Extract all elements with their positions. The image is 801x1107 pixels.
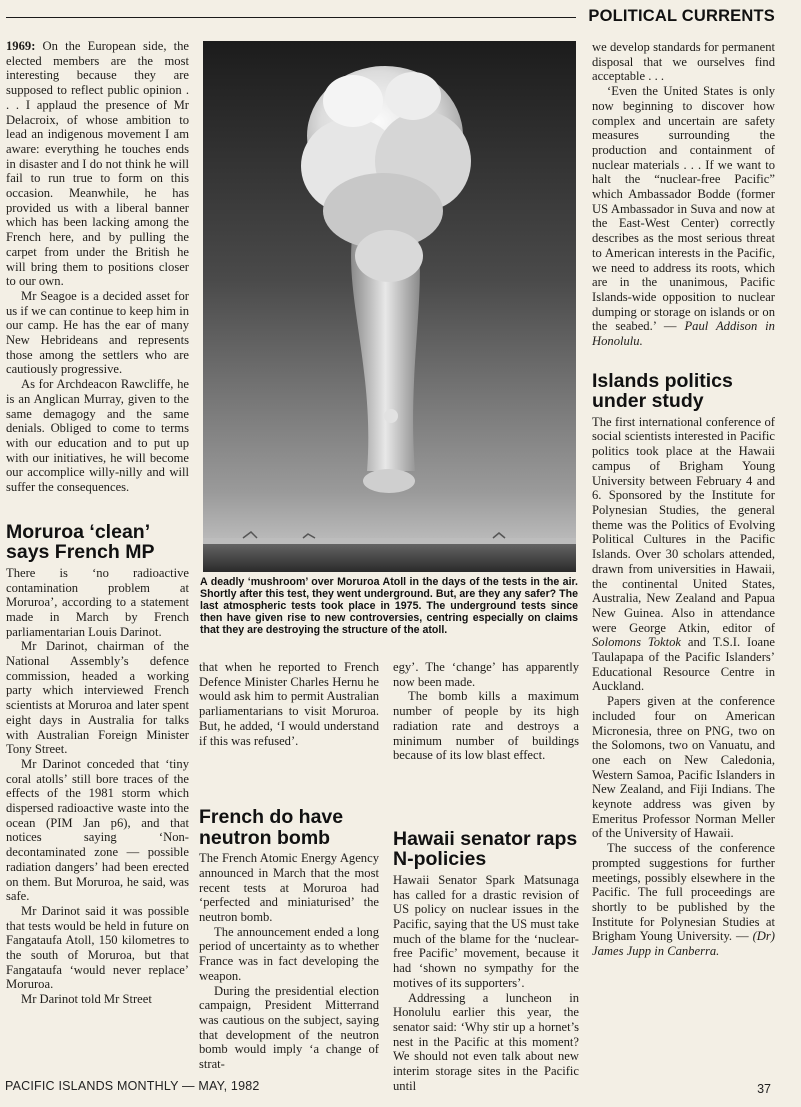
- byline: (Dr) James Jupp in Canberra.: [592, 929, 775, 959]
- mushroom-cloud-photo: [203, 41, 576, 572]
- col1-paragraph: Mr Darinot told Mr Street: [21, 992, 152, 1007]
- col1-paragraph: Mr Darinot, chairman of the National Assembly’s defence commission, headed a working party which interviewed French scientists at Moruroa and later spent eight days in Australia for talks with Australian Foreign Minister Tony Street.: [6, 639, 189, 757]
- col3-paragraph: egy’. The ‘change’ has apparently now been made.: [393, 660, 579, 689]
- byline: Paul Addison in Honolulu.: [592, 319, 775, 349]
- col4-paragraph: ‘Even the United States is only now beginning to discover how complex and uncertain are safety measures surrounding the production and containment of nuclear materials . . . If we want to halt the “nuclear-free Pacific” which Ambassador Bodde (former US Ambassador in Suva and now at the East-West Center) correctly describes as the most serious threat to American interests in the Pacific, we need to address its roots, which are in the unanimous, Pacific Islands-wide opposition to nuclear dumping or storage on islands or on the seabed.’ — Paul Addison in Honolulu.: [592, 84, 775, 349]
- col2-paragraph: During the presidential election campaign, President Mitterrand was cautious on the subject, saying that development of the neutron bomb would imply ‘a change of strat-: [199, 983, 379, 1072]
- col1-paragraph: 1969: On the European side, the elected members are the most interesting because they are supposed to reflect public opinion . . . I applaud the presence of Mr Delacroix, of whose ambition to lead an indigenous movement I am aware: everything he touches ends in disaster and I do not think he will fail to run true to form on this occasion. Meanwhile, he has provided us with a liberal banner which has been lacking among the French here, and by pulling the carpet from under the British he will bring them to positions closer to our own.: [6, 39, 189, 289]
- col3-paragraph: The bomb kills a maximum number of people by its high radiation rate and destroys a minimum number of buildings because of its low blast effect.: [393, 689, 579, 763]
- col1-paragraph: There is ‘no radioactive contamination problem at Moruroa’, according to a statement made in March by French parliamentarian Louis Darinot.: [6, 565, 189, 639]
- col4-paragraph: Papers given at the conference included four on American Micronesia, three on PNG, two on the Solomons, two on Vanuatu, and one each on New Caledonia, Western Samoa, Pacific Islanders in New Zealand, and Fiji Indians. The keynote address was given by Emeritus Professor Norman Meller of the University of Hawaii.: [592, 694, 775, 841]
- headline-moruroa-clean: Moruroa ‘clean’ says French MP: [6, 520, 155, 564]
- col3-paragraph: Hawaii Senator Spark Matsunaga has called for a drastic revision of US policy on nuclear issues in the Pacific, saying that the US must take much of the blame for the ‘nuclear-free Pacific’ movement, because it had ‘shown no sympathy for the motives of its supporters’.: [393, 872, 579, 990]
- col1-paragraph: Mr Darinot conceded that ‘tiny coral atolls’ still bore traces of the effects of the 1981 storm which dispersed radioactive waste into the ocean (PIM Jan p6), and that notices saying ‘Non-decontaminated zone — possible radiation dangers’ had been erected on them. But Moruroa, he said, was safe.: [6, 756, 189, 904]
- year-lead: 1969:: [6, 39, 36, 53]
- col1-paragraph: Mr Seagoe is a decided asset for us if we can continue to keep him in our camp. He has the ear of many New Hebrideans and represents those among the settlers who are cautiously progressive.: [6, 288, 189, 377]
- page-number: 37: [757, 1082, 771, 1096]
- column-1: [6, 39, 189, 1007]
- column-4: [592, 40, 775, 959]
- col4-paragraph: The first international conference of social scientists interested in Pacific politics took place at the Hawaii campus of Brigham Young University between February 4 and 6. Sponsored by the Institute for Polynesian Studies, the general theme was the Politics of Evolving Political Cultures in the Pacific Islands. Over 30 scholars attended, drawn from universities in Hawaii, the continental United States, Australia, New Zealand and Papua New Guinea. Also in attendance were George Atkin, editor of Solomons Toktok and T.S.I. Ioane Taulapapa of the Pacific Islanders’ Educational Resource Centre in Auckland.: [592, 414, 775, 694]
- column-3: [393, 660, 579, 1093]
- column-2: [199, 660, 379, 1072]
- headline-hawaii-senator: Hawaii senator raps N-policies: [393, 827, 578, 871]
- col2-paragraph: The French Atomic Energy Agency announced in March that the most recent tests at Moruroa had ‘perfected and miniaturised’ the neutron bomb.: [199, 851, 379, 925]
- section-title: POLITICAL CURRENTS: [588, 7, 775, 25]
- col1-paragraph: Mr Darinot said it was possible that tests would be held in future on Fangataufa Atoll, 150 kilometres to the south of Moruroa, but that Fangataufa ‘would never replace’ Moruroa.: [6, 903, 189, 992]
- col4-paragraph: we develop standards for permanent disposal that we ourselves find acceptable . . .: [592, 40, 775, 84]
- photo-caption: A deadly ‘mushroom’ over Moruroa Atoll in the days of the tests in the air. Shortly after this test, they went underground. But, are they any safer? The last atmospheric tests took place in 1975. The underground tests since then have given rise to new controversies, centring especially on claims that they are destroying the structure of the atoll.: [200, 576, 578, 636]
- col1-paragraph: As for Archdeacon Rawcliffe, he is an Anglican Murray, given to the same demagogy and the same denials. Obliged to come to terms with our education and to put up with our initiatives, he will become our accomplice willy-nilly and will suffer the consequences.: [6, 377, 189, 495]
- footer-publication: PACIFIC ISLANDS MONTHLY — MAY, 1982: [5, 1079, 260, 1093]
- col3-paragraph: Addressing a luncheon in Honolulu earlier this year, the senator said: ‘Why stir up a hornet’s nest in the Pacific at this moment? We should not even talk about new interim storage sites in the Pacific until: [393, 990, 579, 1093]
- header-rule: [6, 17, 576, 18]
- headline-french-neutron-bomb: French do have neutron bomb: [199, 806, 344, 849]
- publication-title: Solomons Toktok: [592, 635, 681, 650]
- col2-paragraph: that when he reported to French Defence Minister Charles Hernu he would ask him to permit Australian parliamentarians to visit Moruroa. But, he added, ‘I would understand if this was refused’.: [199, 660, 379, 748]
- col4-paragraph: The success of the conference prompted suggestions for further meetings, possibly elsewhere in the Pacific. The full proceedings are shortly to be published by the Institute for Polynesian Studies at Brigham Young University. — (Dr) James Jupp in Canberra.: [592, 841, 775, 959]
- col2-paragraph: The announcement ended a long period of uncertainty as to whether France was in fact developing the weapon.: [199, 924, 379, 983]
- headline-islands-politics: Islands politics under study: [592, 369, 733, 413]
